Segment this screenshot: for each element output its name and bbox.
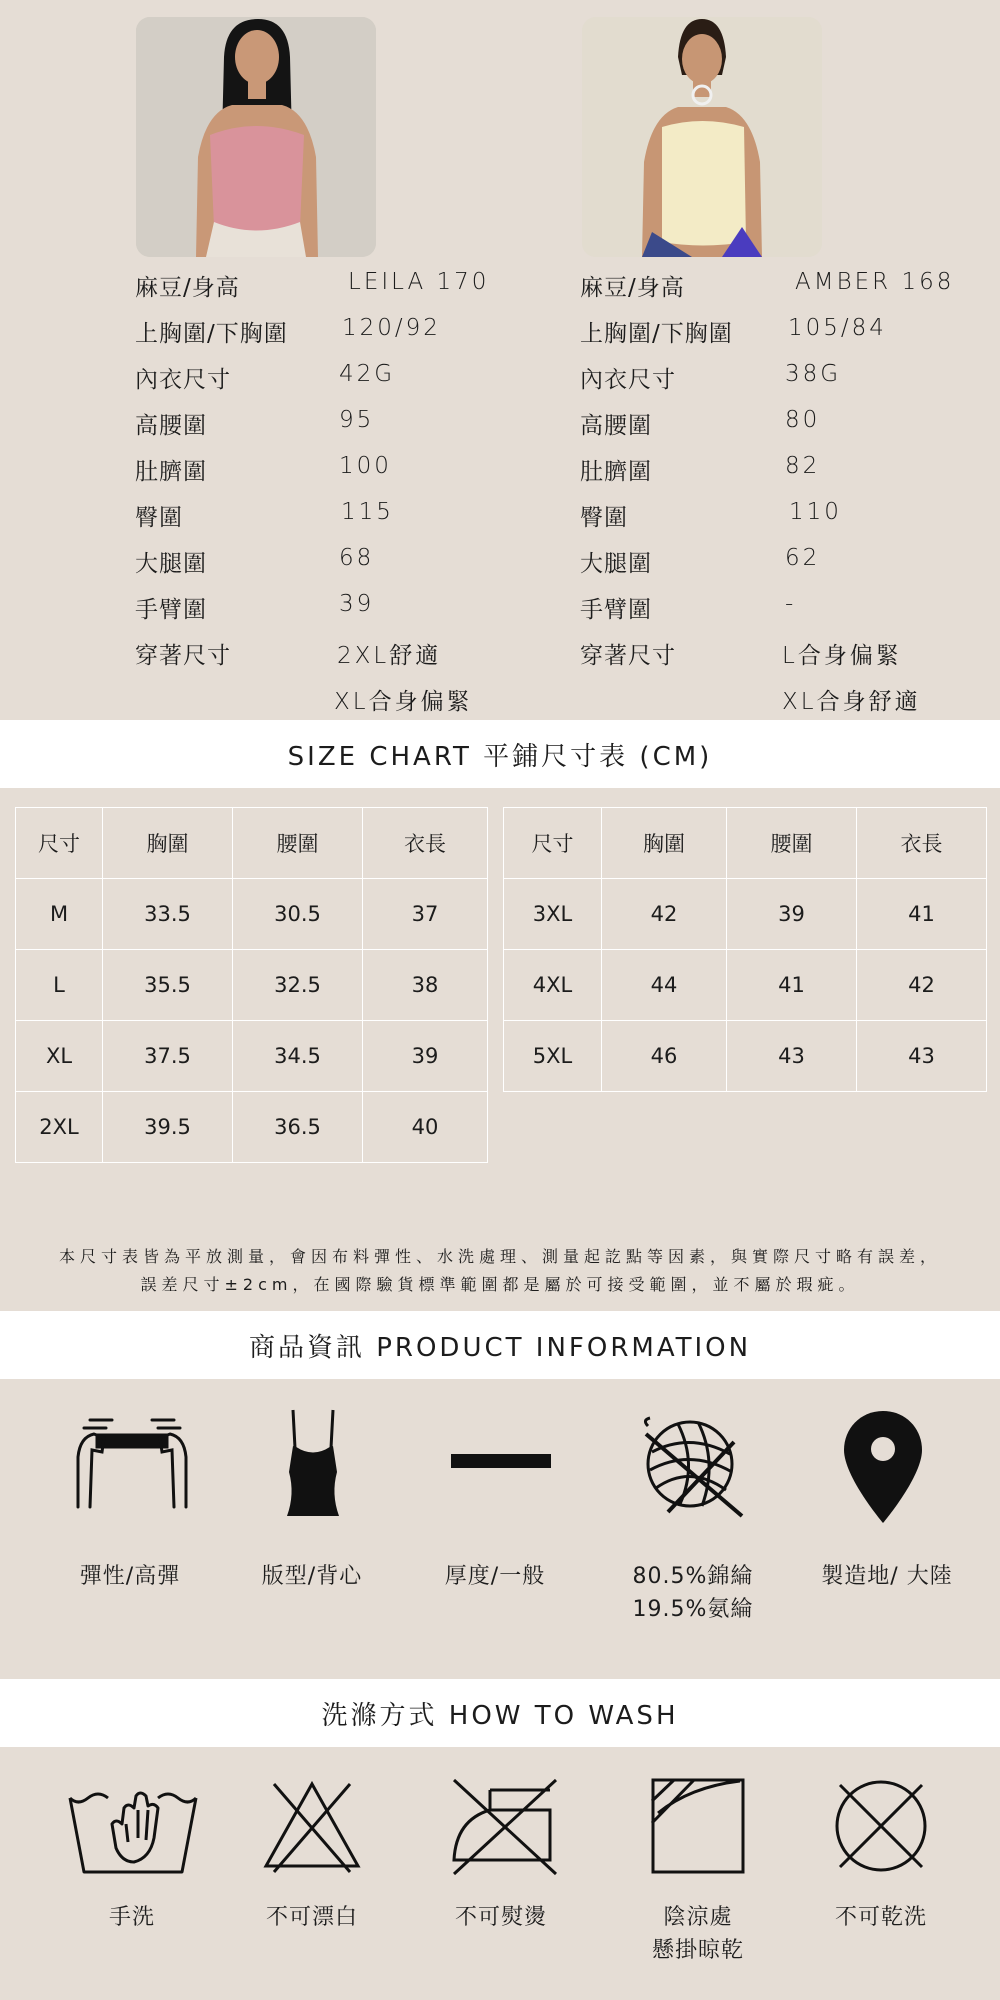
wash-title: 洗滌方式 HOW TO WASH: [0, 1679, 1000, 1747]
wash-caption: [222, 1901, 402, 1934]
caption-line: 不可乾洗: [834, 1905, 927, 1930]
thickness-line-icon: [451, 1454, 551, 1468]
spec-value: 82: [785, 453, 821, 479]
table-cell: 39.5: [103, 1092, 233, 1163]
spec-value: 80: [785, 407, 821, 433]
no-bleach-icon: [262, 1778, 362, 1878]
table-cell: 34.5: [233, 1021, 363, 1092]
table-header-cell: 胸圍: [602, 808, 727, 879]
wash-caption: [411, 1901, 591, 1934]
spec-value: LEILA 170: [348, 269, 490, 295]
table-cell: 37: [363, 879, 488, 950]
no-dry-clean-icon: [832, 1777, 930, 1879]
table-cell: 42: [857, 950, 987, 1021]
spec-value: 38G: [785, 361, 842, 387]
spec-label: 臀圍: [135, 505, 183, 531]
table-cell: 32.5: [233, 950, 363, 1021]
spec-label: 高腰圍: [135, 413, 207, 439]
size-chart-title: SIZE CHART 平鋪尺寸表 (CM): [0, 720, 1000, 788]
model-photo-amber: [582, 17, 822, 257]
caption-line: 彈性/高彈: [79, 1564, 181, 1589]
spec-label: 臀圍: [580, 505, 628, 531]
table-cell: 2XL: [16, 1092, 103, 1163]
caption-line: 19.5%氨綸: [632, 1597, 754, 1622]
spec-extra-fit: XL合身偏緊: [334, 689, 473, 715]
spec-label: 肚臍圍: [135, 459, 207, 485]
spec-value: 105/84: [788, 315, 887, 341]
shade-dry-icon: [650, 1777, 746, 1879]
product-info-caption: [797, 1560, 977, 1593]
table-header-row: [504, 808, 987, 879]
table-header-cell: 腰圍: [727, 808, 857, 879]
table-cell: 40: [363, 1092, 488, 1163]
table-row: [16, 879, 488, 950]
caption-line: 80.5%錦綸: [632, 1564, 754, 1589]
size-table-right: [503, 807, 987, 1092]
table-cell: 39: [727, 879, 857, 950]
spec-label: 手臂圍: [580, 597, 652, 623]
spec-label: 高腰圍: [580, 413, 652, 439]
table-row: [504, 1021, 987, 1092]
product-info-caption: [222, 1560, 402, 1593]
product-info-caption: [405, 1560, 585, 1593]
spec-label: 麻豆/身高: [135, 275, 240, 301]
table-cell: 36.5: [233, 1092, 363, 1163]
spec-value: AMBER 168: [795, 269, 955, 295]
table-cell: 4XL: [504, 950, 602, 1021]
spec-value: 68: [339, 545, 375, 571]
size-note-line: 誤差尺寸±2cm，在國際驗貨標準範圍都是屬於可接受範圍，並不屬於瑕疵。: [140, 1275, 860, 1294]
table-header-row: [16, 808, 488, 879]
table-cell: XL: [16, 1021, 103, 1092]
camisole-icon: [281, 1408, 345, 1522]
table-row: [16, 1092, 488, 1163]
spec-label: 大腿圍: [580, 551, 652, 577]
spec-label: 上胸圍/下胸圍: [580, 321, 733, 347]
table-row: [504, 879, 987, 950]
spec-label: 穿著尺寸: [580, 643, 676, 669]
spec-label: 穿著尺寸: [135, 643, 231, 669]
caption-line: 版型/背心: [261, 1564, 363, 1589]
spec-label: 內衣尺寸: [580, 367, 676, 393]
table-cell: 39: [363, 1021, 488, 1092]
spec-value: -: [785, 591, 797, 617]
caption-line: 手洗: [108, 1905, 155, 1930]
table-row: [16, 1021, 488, 1092]
wash-caption: [608, 1901, 788, 1967]
yarn-ball-icon: [638, 1412, 748, 1526]
spec-value: 120/92: [342, 315, 441, 341]
location-pin-icon: [842, 1409, 924, 1529]
table-header-cell: 尺寸: [504, 808, 602, 879]
size-note-line: 本尺寸表皆為平放測量，會因布料彈性、水洗處理、測量起訖點等因素，與實際尺寸略有誤差，: [58, 1247, 941, 1266]
table-cell: 46: [602, 1021, 727, 1092]
spec-value: 39: [339, 591, 375, 617]
table-header-cell: 衣長: [857, 808, 987, 879]
product-info-caption: [40, 1560, 220, 1593]
wash-caption: [42, 1901, 222, 1934]
spec-value: 95: [339, 407, 375, 433]
caption-line: 陰涼處: [663, 1905, 733, 1930]
table-cell: 37.5: [103, 1021, 233, 1092]
table-cell: 3XL: [504, 879, 602, 950]
spec-label: 內衣尺寸: [135, 367, 231, 393]
spec-value: 110: [789, 499, 842, 525]
table-header-cell: 尺寸: [16, 808, 103, 879]
table-cell: 5XL: [504, 1021, 602, 1092]
spec-value: L合身偏緊: [782, 643, 902, 669]
spec-value: 115: [341, 499, 394, 525]
table-header-cell: 腰圍: [233, 808, 363, 879]
table-header-cell: 衣長: [363, 808, 488, 879]
table-cell: 30.5: [233, 879, 363, 950]
caption-line: 懸掛晾乾: [651, 1938, 744, 1963]
spec-label: 麻豆/身高: [580, 275, 685, 301]
no-iron-icon: [450, 1776, 560, 1880]
table-cell: L: [16, 950, 103, 1021]
size-note: [0, 1243, 1000, 1299]
caption-line: 厚度/一般: [444, 1564, 546, 1589]
table-cell: 35.5: [103, 950, 233, 1021]
table-cell: 38: [363, 950, 488, 1021]
caption-line: 製造地/ 大陸: [821, 1564, 953, 1589]
table-cell: 41: [727, 950, 857, 1021]
spec-label: 手臂圍: [135, 597, 207, 623]
table-cell: 42: [602, 879, 727, 950]
table-row: [504, 950, 987, 1021]
spec-label: 大腿圍: [135, 551, 207, 577]
spec-value: 42G: [339, 361, 396, 387]
table-cell: 41: [857, 879, 987, 950]
caption-line: 不可熨燙: [454, 1905, 547, 1930]
product-info-title: 商品資訊 PRODUCT INFORMATION: [0, 1311, 1000, 1379]
stretch-hands-icon: [72, 1412, 192, 1516]
spec-extra-fit: XL合身舒適: [782, 689, 921, 715]
spec-label: 肚臍圍: [580, 459, 652, 485]
model-photo-leila: [136, 17, 376, 257]
table-cell: 33.5: [103, 879, 233, 950]
table-cell: 44: [602, 950, 727, 1021]
size-table-left: [15, 807, 488, 1163]
table-row: [16, 950, 488, 1021]
caption-line: 不可漂白: [265, 1905, 358, 1930]
spec-label: 上胸圍/下胸圍: [135, 321, 288, 347]
spec-value: 62: [785, 545, 821, 571]
table-header-cell: 胸圍: [103, 808, 233, 879]
table-cell: M: [16, 879, 103, 950]
spec-value: 100: [339, 453, 392, 479]
spec-value: 2XL舒適: [337, 643, 442, 669]
hand-wash-icon: [66, 1778, 200, 1878]
wash-caption: [791, 1901, 971, 1934]
product-info-caption: [603, 1560, 783, 1626]
table-cell: 43: [727, 1021, 857, 1092]
table-cell: 43: [857, 1021, 987, 1092]
